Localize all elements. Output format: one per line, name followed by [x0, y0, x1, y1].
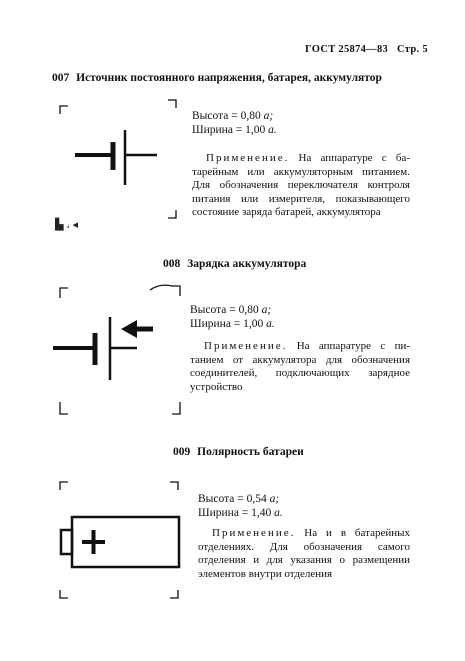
- usage-text: На аппаратуре с пи-: [296, 340, 411, 352]
- usage-text: На и в батарейных: [304, 527, 410, 539]
- section-heading: Зарядка аккумулятора: [187, 258, 307, 270]
- section-009-usage: [198, 527, 410, 581]
- usage-label: Применение.: [204, 340, 288, 352]
- width-spec: Ширина = 1,00 a.: [192, 124, 277, 136]
- page-label: Стр. 5: [397, 44, 428, 55]
- usage-text-continued: танием от аккумулятора для обозначения соединителей, подключающих зарядное устройство: [190, 353, 410, 393]
- section-heading: Полярность батареи: [197, 446, 304, 458]
- section-number: 009: [173, 446, 191, 458]
- section-009-dimensions: [198, 492, 283, 520]
- scan-mark: ▙ ، ◂: [55, 219, 79, 231]
- usage-label: Применение.: [206, 152, 290, 164]
- battery-polarity-symbol: [55, 510, 185, 580]
- section-heading: Источник постоянного напряжения, батарея, аккумулятор: [76, 72, 382, 84]
- standard-number: ГОСТ 25874—83: [305, 44, 389, 55]
- height-spec: Высота = 0,54 a;: [198, 493, 280, 505]
- width-spec: Ширина = 1,40 a.: [198, 507, 283, 519]
- section-number: 008: [163, 258, 181, 270]
- usage-text-continued: отделениях. Для обозначения самого отделения и для указания о размещении элементов внутри отделения: [198, 540, 410, 580]
- usage-text: На аппаратуре с ба-: [298, 152, 410, 164]
- width-spec: Ширина = 1,00 a.: [190, 318, 275, 330]
- height-spec: Высота = 0,80 a;: [190, 304, 272, 316]
- usage-label: Применение.: [212, 527, 296, 539]
- height-spec: Высота = 0,80 a;: [192, 110, 274, 122]
- section-number: 007: [52, 72, 70, 84]
- usage-text-continued: тарейным или аккумуляторным питанием. Для обозначения переключателя контроля питания или измерителя, показывающего состояние заряда батарей, аккумулятора: [192, 165, 410, 218]
